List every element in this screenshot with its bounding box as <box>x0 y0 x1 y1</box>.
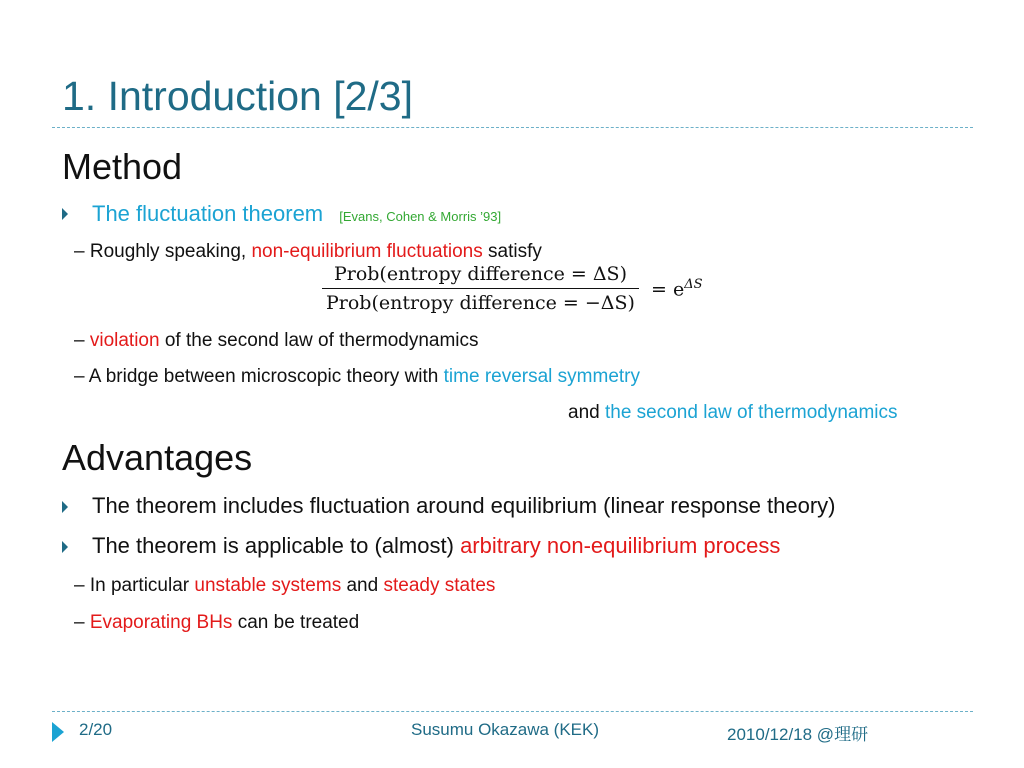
bullet-arrow-icon <box>62 541 68 553</box>
second-law-highlight: the second law of thermodynamics <box>604 402 898 423</box>
roughly-suffix: satisfy <box>482 241 542 262</box>
method-heading: Method <box>62 146 183 187</box>
arbitrary-process-highlight: arbitrary non-equilibrium process <box>460 533 781 558</box>
footer-date: 2010/12/18 @理研 <box>727 725 869 744</box>
advantages-heading: Advantages <box>62 437 253 478</box>
time-reversal-highlight: time reversal symmetry <box>443 366 640 387</box>
formula-rhs <box>651 277 703 300</box>
formula-fraction <box>322 263 639 314</box>
title-divider <box>52 127 973 128</box>
in-particular-line <box>74 575 495 597</box>
formula-denominator: Prob(entropy difference = −ΔS) <box>322 288 639 314</box>
page-number: 2/20 <box>79 720 113 739</box>
bullet-arrow-icon <box>62 208 68 220</box>
slide-title: 1. Introduction [2/3] <box>62 73 414 119</box>
formula-numerator: Prob(entropy difference = ΔS) <box>333 263 627 285</box>
fluctuation-theorem-label: The fluctuation theorem <box>92 201 324 226</box>
sub1-prefix: – In particular <box>74 575 195 596</box>
unstable-systems-highlight: unstable systems <box>194 575 342 596</box>
violation-suffix: of the second law of thermodynamics <box>159 330 479 351</box>
bridge-prefix: – A bridge between microscopic theory with <box>74 366 444 387</box>
sub2-prefix: – <box>74 612 90 633</box>
bridge2-prefix: and <box>568 402 605 423</box>
violation-line <box>74 330 479 352</box>
steady-states-highlight: steady states <box>383 575 496 596</box>
citation: [Evans, Cohen & Morris ’93] <box>339 209 502 224</box>
violation-prefix: – <box>74 330 90 351</box>
formula-exponent: ΔS <box>684 276 703 292</box>
roughly-speaking-line <box>74 241 542 263</box>
bullet-arrow-icon <box>62 501 68 513</box>
sub2-suffix: can be treated <box>232 612 360 633</box>
footer-arrow-icon <box>52 722 64 742</box>
roughly-prefix: – Roughly speaking, <box>74 241 252 262</box>
footer-author: Susumu Okazawa (KEK) <box>411 720 600 739</box>
footer-divider <box>52 711 973 712</box>
bridge-line <box>74 366 640 388</box>
formula-equals: = e <box>651 278 685 301</box>
item2-prefix: The theorem is applicable to (almost) <box>92 533 461 558</box>
advantage-item-1: The theorem includes fluctuation around equilibrium (linear response theory) <box>92 493 836 518</box>
evaporating-bhs-highlight: Evaporating BHs <box>89 612 233 633</box>
advantage-item-2 <box>92 533 780 559</box>
non-equilibrium-highlight: non-equilibrium fluctuations <box>251 241 483 262</box>
violation-highlight: violation <box>89 330 160 351</box>
sub1-mid: and <box>341 575 384 596</box>
bullet-fluctuation-theorem <box>92 201 501 227</box>
fluctuation-formula <box>322 263 703 314</box>
evaporating-bhs-line <box>74 612 359 634</box>
bridge-continuation-line <box>568 402 898 424</box>
